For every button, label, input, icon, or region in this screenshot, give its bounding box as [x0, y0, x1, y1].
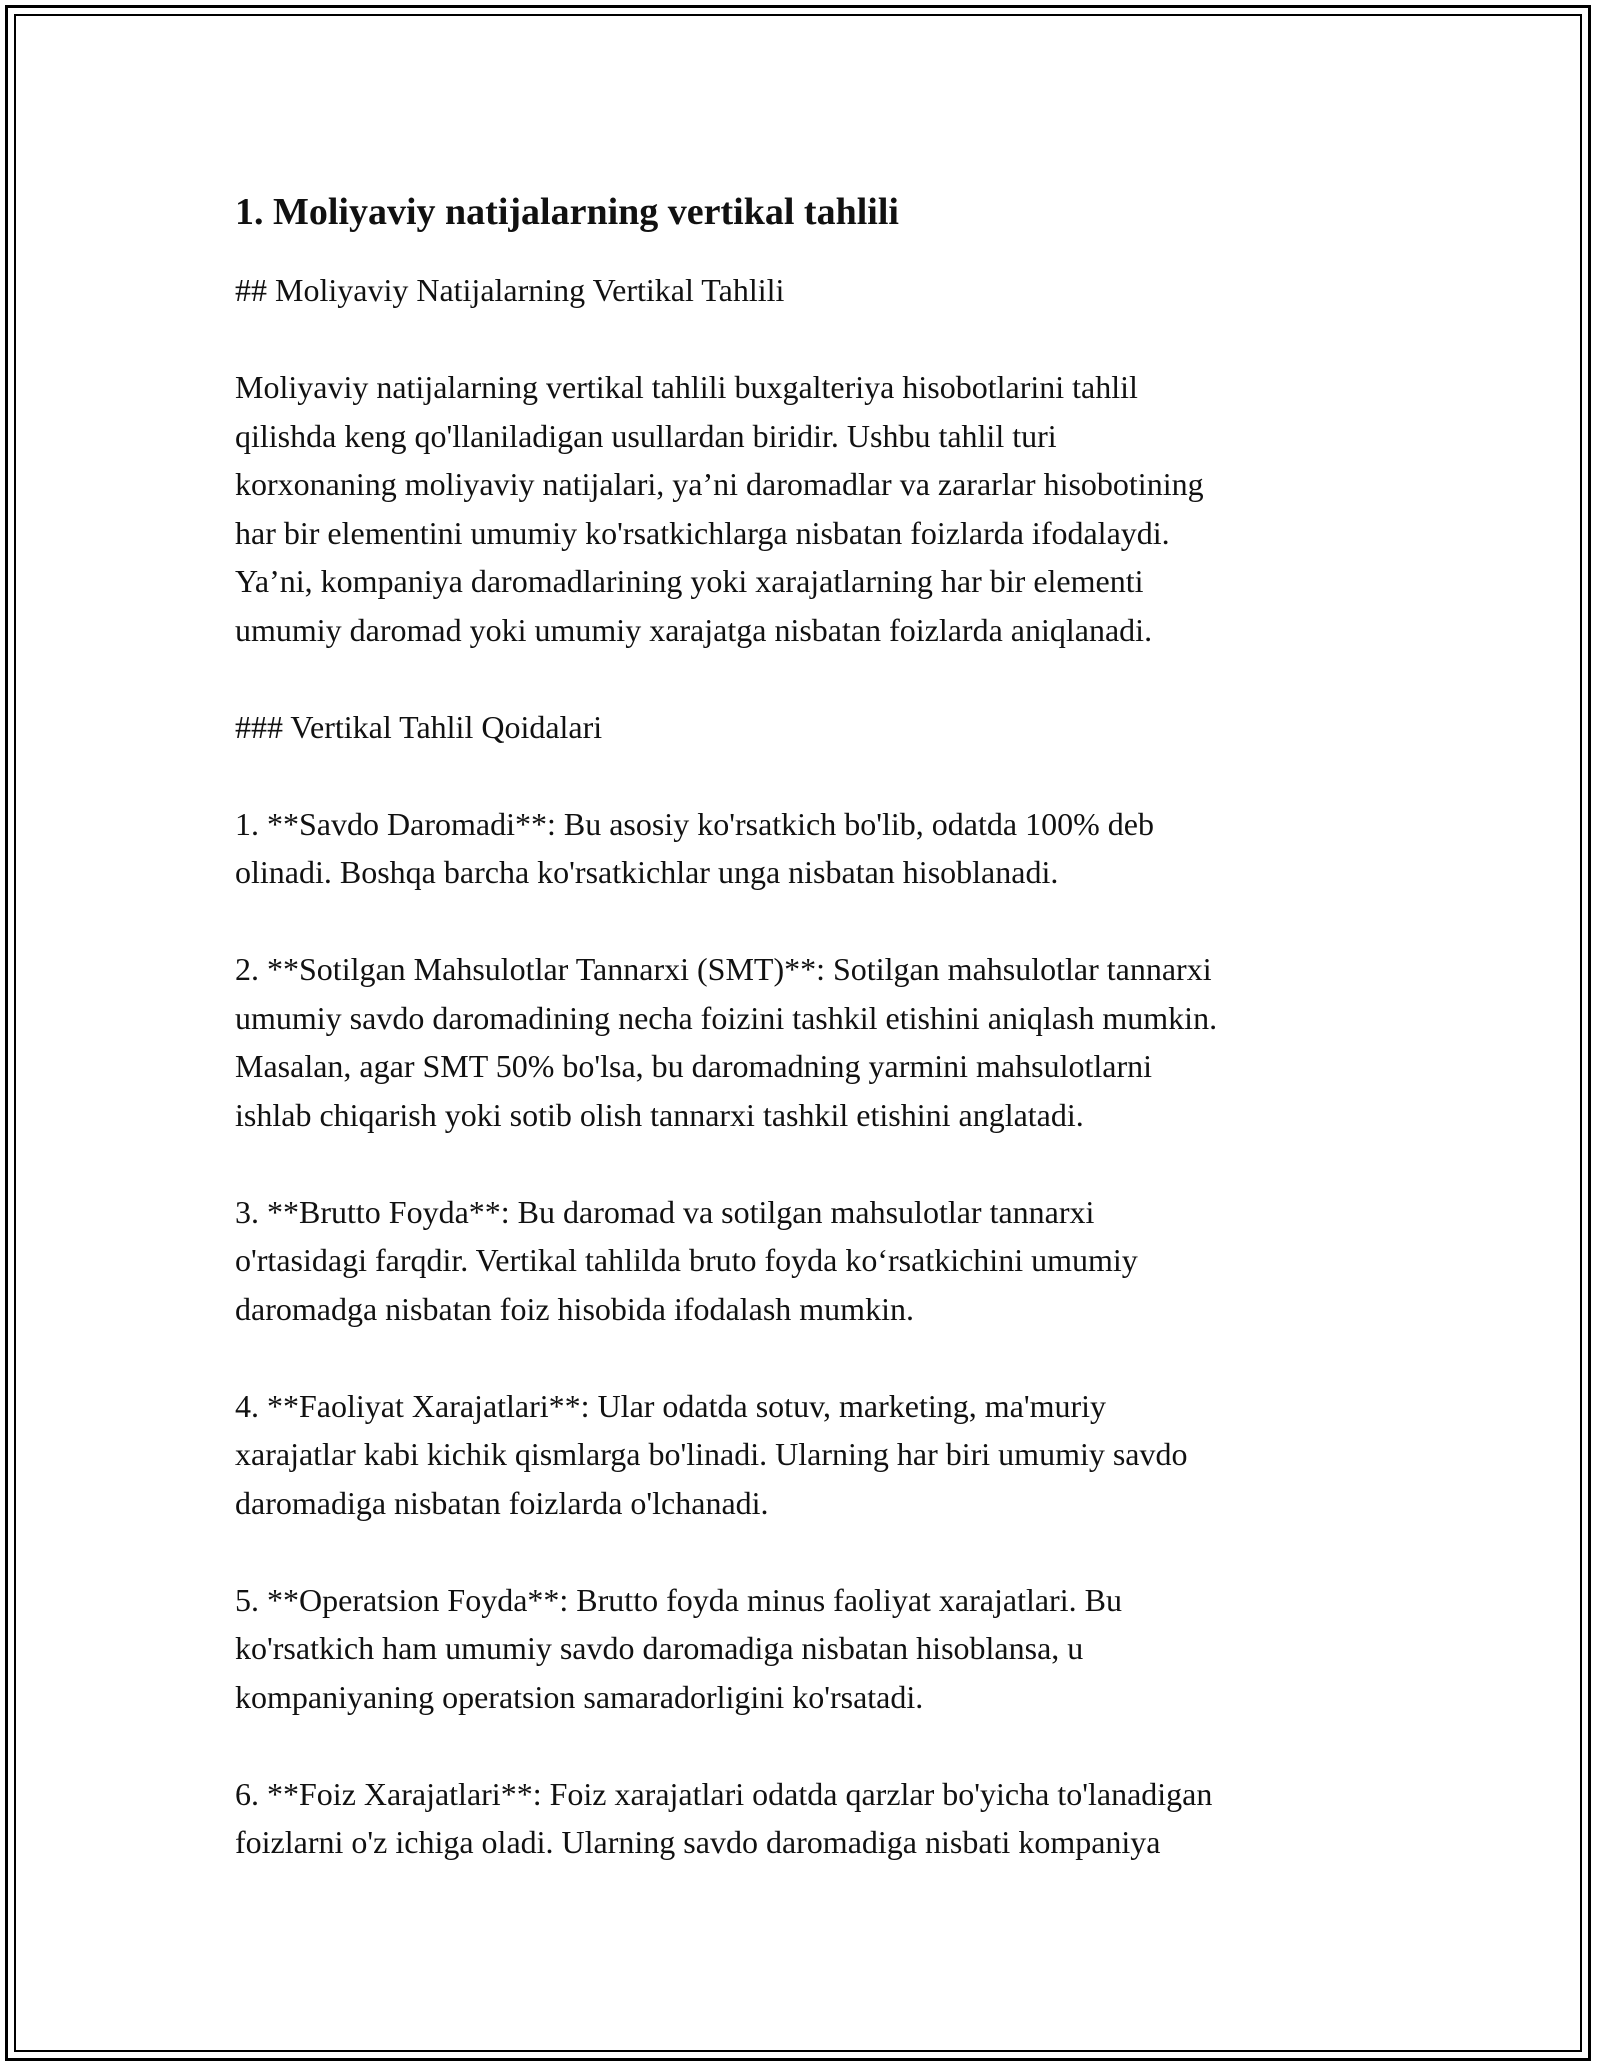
text-line: korxonaning moliyaviy natijalari, ya’ni daromadlar va zararlar hisobotining — [235, 466, 1204, 502]
text-line: 4. **Faoliyat Xarajatlari**: Ular odatda sotuv, marketing, ma'muriy — [235, 1387, 1107, 1424]
text-line: Moliyaviy natijalarning vertikal tahlili buxgalteriya hisobotlarini tahlil — [235, 369, 1138, 405]
document-title: 1. Moliyaviy natijalarning vertikal tahlili — [235, 191, 899, 233]
text-line: umumiy daromad yoki umumiy xarajatga nisbatan foizlarda aniqlanadi. — [235, 611, 1153, 648]
text-line: foizlarni o'z ichiga oladi. Ularning savdo daromadiga nisbati kompaniya — [235, 1824, 1161, 1860]
rule-item-6 — [235, 1770, 1365, 1867]
text-line: har bir elementini umumiy ko'rsatkichlarga nisbatan foizlarda ifodalaydi. — [235, 514, 1170, 551]
heading-3-markdown — [235, 703, 1365, 752]
text-line: ko'rsatkich ham umumiy savdo daromadiga nisbatan hisoblansa, u — [235, 1630, 1084, 1666]
text-line: 6. **Foiz Xarajatlari**: Foiz xarajatlari odatda qarzlar bo'yicha to'lanadigan — [235, 1775, 1213, 1812]
text-line: 3. **Brutto Foyda**: Bu daromad va sotilgan mahsulotlar tannarxi — [235, 1193, 1095, 1230]
text-line: 1. **Savdo Daromadi**: Bu asosiy ko'rsatkich bo'lib, odatda 100% deb — [235, 805, 1154, 842]
text-line: Ya’ni, kompaniya daromadlarining yoki xarajatlarning har bir elementi — [235, 563, 1144, 599]
text-line: umumiy savdo daromadining necha foizini tashkil etishini aniqlash mumkin. — [235, 999, 1218, 1036]
rule-item-3 — [235, 1188, 1365, 1334]
text-line: ### Vertikal Tahlil Qoidalari — [235, 708, 603, 745]
text-line: ## Moliyaviy Natijalarning Vertikal Tahlili — [235, 272, 785, 308]
text-line: xarajatlar kabi kichik qismlarga bo'linadi. Ularning har biri umumiy savdo — [235, 1436, 1188, 1472]
text-line: ishlab chiqarish yoki sotib olish tannarxi tashkil etishini anglatadi. — [235, 1096, 1084, 1133]
text-line: olinadi. Boshqa barcha ko'rsatkichlar unga nisbatan hisoblanadi. — [235, 854, 1059, 890]
text-line: 2. **Sotilgan Mahsulotlar Tannarxi (SMT)**: Sotilgan mahsulotlar tannarxi — [235, 951, 1212, 987]
text-line: kompaniyaning operatsion samaradorligini ko'rsatadi. — [235, 1678, 924, 1715]
rule-item-1 — [235, 800, 1365, 897]
text-line: qilishda keng qo'llaniladigan usullardan biridir. Ushbu tahlil turi — [235, 417, 1057, 454]
heading-2-markdown — [235, 266, 1365, 315]
text-line: 5. **Operatsion Foyda**: Brutto foyda minus faoliyat xarajatlari. Bu — [235, 1581, 1122, 1618]
document-body — [235, 188, 1365, 1915]
rule-item-5 — [235, 1576, 1365, 1722]
intro-paragraph — [235, 363, 1365, 654]
text-line: o'rtasidagi farqdir. Vertikal tahlilda bruto foyda ko‘rsatkichini umumiy — [235, 1242, 1138, 1278]
rule-item-4 — [235, 1382, 1365, 1528]
text-line: daromadiga nisbatan foizlarda o'lchanadi. — [235, 1484, 769, 1521]
text-line: daromadga nisbatan foiz hisobida ifodalash mumkin. — [235, 1290, 914, 1327]
text-line: Masalan, agar SMT 50% bo'lsa, bu daromadning yarmini mahsulotlarni — [235, 1048, 1152, 1084]
rule-item-2 — [235, 945, 1365, 1139]
